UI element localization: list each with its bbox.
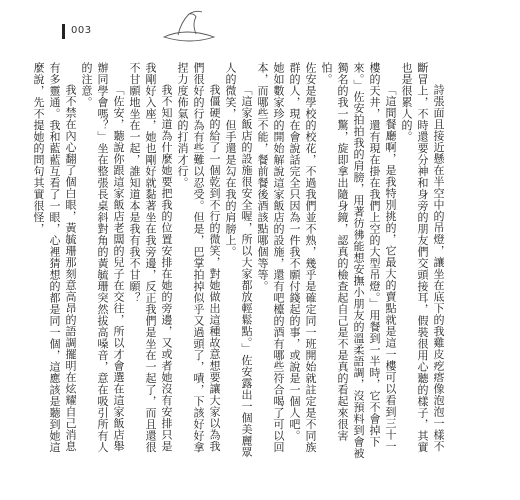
paragraph: 我不禁在內心翻了個白眼，黃毓珊那刻意高昂的語調擺明在炫耀自己消息有多靈通。我和藍藍互看了一眼，心裡猜想的都是同一個，這應該是聽到她這麼說，先不提她的問句其實很怪， [32,62,77,453]
paragraph: 佐安是學校的校花，不過我們並不熟，幾乎是確定同一班開始就註定是不同族群的人，現在會說話完全只因為一件我不願付錢起的事，或說是一個人吧。 [288,62,317,453]
paragraph: 「這家飯店的設施很安全喔，所以大家都放輕鬆點。」佐安露出一個美麗眾人的微笑，但手還是勾在我的肩膀上。 [224,62,253,458]
page-number: 003 [71,25,92,36]
page-header [62,18,222,48]
paragraph: 詩張面且接近懸在半空中的吊燈，讓坐在底下的我雞皮疙瘩像泡泡一樣不斷冒上，不時還要分神和身旁的朋友們交頭接耳，假裝很用心聽的樣子，其實也是很累人的。 [400,62,445,453]
paragraph: 我不知道為什麼她要把我的位置安排在她的旁邊，又或者她沒有安排只是我剛好入座，她也剛好就黏著坐在我旁邊，反正我們是坐在一起了，而且還很不甘願地坐在一起，誰知道本是我有我不甘願？ [128,62,173,453]
header-divider-bar [62,24,65,39]
vertical-body-text [32,62,446,460]
hat-logo-icon [150,10,225,48]
paragraph: 我僵硬的給了一個乾到不行的微笑，對她做出這種故意想要讓大家以為我們很好的行為有些難以忍受。但是，巴掌拍掉似乎又過頭了，嘖，下該好好拿捏力度佈氣的打消才行。 [176,62,221,453]
paragraph: 她如數家珍的開始解說這家飯店的設施，還有吧檯的酒有哪些符合喝了可以回本，而哪些不能，餐前餐後酒該點哪個等等。 [256,62,285,453]
paragraph: 「這間餐廳啊，是我特別挑的，它最大的賣點就是這一樓可以看到三十一樓的天井，還有現在掛在我們上空的大型吊燈。」用餐到一半時，它不會掉下來。」佐安拍拍我的肩膀，用著彷彿能想安撫小朋友的溫柔語調，沒預料到會被獨名的我一驚，旋即拿出隨身鏡，認真的檢查起自己是不是真的看起來很害怕。 [320,62,397,459]
paragraph: 「佐安，聽說你跟這家飯店老闆的兒子在交往，所以才會選在這家飯店舉辦同學會嗎？」坐在整張長桌斜對角的黃毓珊突然拔高嗓音，意在吸引所有人的注意。 [80,62,125,453]
